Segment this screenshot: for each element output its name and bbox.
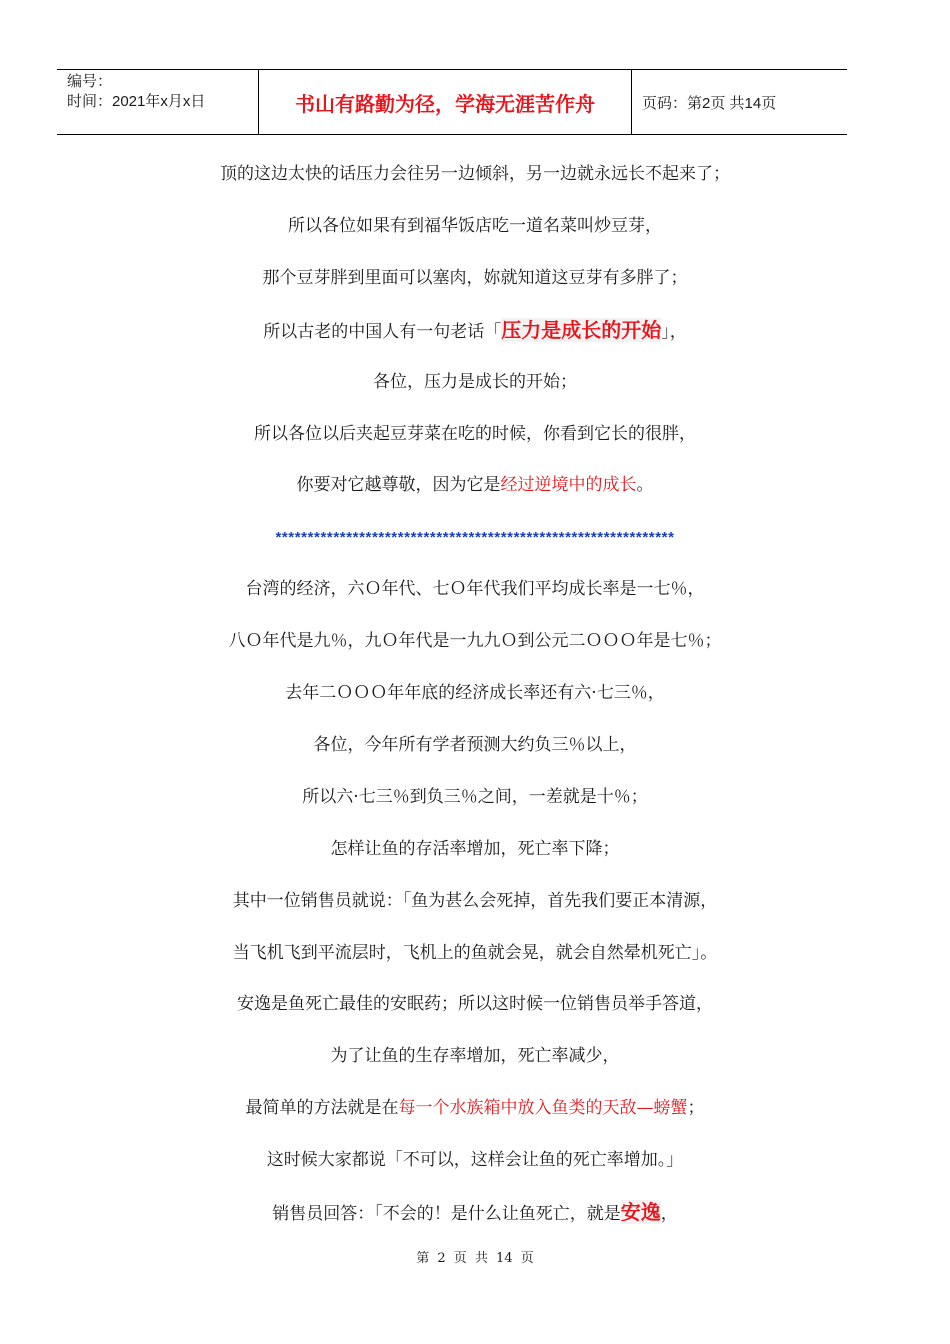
text-line (0, 783, 950, 811)
highlight-red: 经过逆境中的成长 (500, 475, 637, 496)
text-line (0, 939, 950, 967)
highlight-bold-red: 安逸 (620, 1200, 661, 1224)
text-line (0, 420, 950, 448)
text-line (0, 575, 950, 603)
line-text: 安逸是鱼死亡最佳的安眠药；所以这时候一位销售员举手答道， (237, 994, 713, 1015)
text-line (0, 990, 950, 1018)
line-text: 顶的这边太快的话压力会往另一边倾斜，另一边就永远长不起来了； (220, 164, 730, 184)
page-header (57, 69, 847, 135)
line-text: 所以各位以后夹起豆芽菜在吃的时候，你看到它长的很胖， (254, 423, 696, 444)
line-text: 销售员回答：「不会的！是什么让鱼死亡，就是 (272, 1204, 621, 1224)
line-text: 所以六·七三％到负三％之间，一差就是十％； (302, 786, 648, 807)
text-line (0, 679, 950, 707)
line-text: 所以古老的中国人有一句老话「 (263, 321, 502, 342)
line-text: 那个豆芽胖到里面可以塞肉，妳就知道这豆芽有多胖了； (262, 267, 688, 288)
text-line (0, 731, 950, 759)
text-line (0, 160, 950, 188)
text-line (0, 887, 950, 915)
line-text: 所以各位如果有到福华饭店吃一道名菜叫炒豆芽， (288, 215, 662, 236)
doc-number-label: 编号： (67, 73, 113, 90)
line-text: 台湾的经济，六Ｏ年代、七Ｏ年代我们平均成长率是一七％， (245, 579, 705, 600)
text-line (0, 1198, 950, 1228)
line-text: 各位，压力是成长的开始； (373, 371, 577, 392)
line-text: 最简单的方法就是在 (245, 1098, 399, 1119)
text-line (0, 1146, 950, 1174)
header-meta (57, 70, 259, 134)
line-text: 八Ｏ年代是九％，九Ｏ年代是一九九Ｏ到公元二ＯＯＯ年是七％； (228, 631, 722, 652)
line-text: 你要对它越尊敬，因为它是 (296, 475, 501, 496)
line-text: 去年二ＯＯＯ年年底的经济成长率还有六·七三％， (285, 683, 665, 703)
text-line (0, 471, 950, 499)
line-text-end: ， (660, 1204, 678, 1224)
text-line (0, 1094, 950, 1122)
highlight-bold-red: 压力是成长的开始 (501, 317, 662, 342)
text-line (0, 368, 950, 396)
separator-stars (0, 523, 950, 552)
line-text: 当飞机飞到平流层时，飞机上的鱼就会晃，就会自然晕机死亡」。 (232, 942, 718, 963)
text-line (0, 264, 950, 292)
line-text: 这时候大家都说「不可以，这样会让鱼的死亡率增加。」 (266, 1150, 684, 1171)
text-line (0, 1042, 950, 1070)
highlight-red: 每一个水族箱中放入鱼类的天敌—螃蟹 (398, 1098, 688, 1119)
text-line (0, 316, 950, 346)
line-text: 怎样让鱼的存活率增加，死亡率下降； (330, 838, 620, 859)
header-motto: 书山有路勤为径，学海无涯苦作舟 (259, 70, 632, 134)
line-text-end: ； (687, 1098, 705, 1119)
stars-text: ************************************************************** (275, 529, 675, 547)
text-line (0, 212, 950, 240)
line-text: 其中一位销售员就说：「鱼为甚么会死掉，首先我们要正本清源， (232, 890, 718, 911)
text-line (0, 627, 950, 655)
text-line (0, 835, 950, 863)
line-text-end: 。 (636, 475, 654, 496)
line-text-end: 」， (661, 321, 687, 342)
header-page-info: 页码：第2页 共14页 (642, 94, 777, 112)
line-text: 各位，今年所有学者预测大约负三％以上， (313, 734, 637, 755)
date-label: 时间：2021年x月x日 (67, 93, 206, 110)
line-text: 为了让鱼的生存率增加，死亡率减少， (330, 1046, 620, 1067)
page-footer: 第 2 页 共 14 页 (416, 1251, 534, 1266)
